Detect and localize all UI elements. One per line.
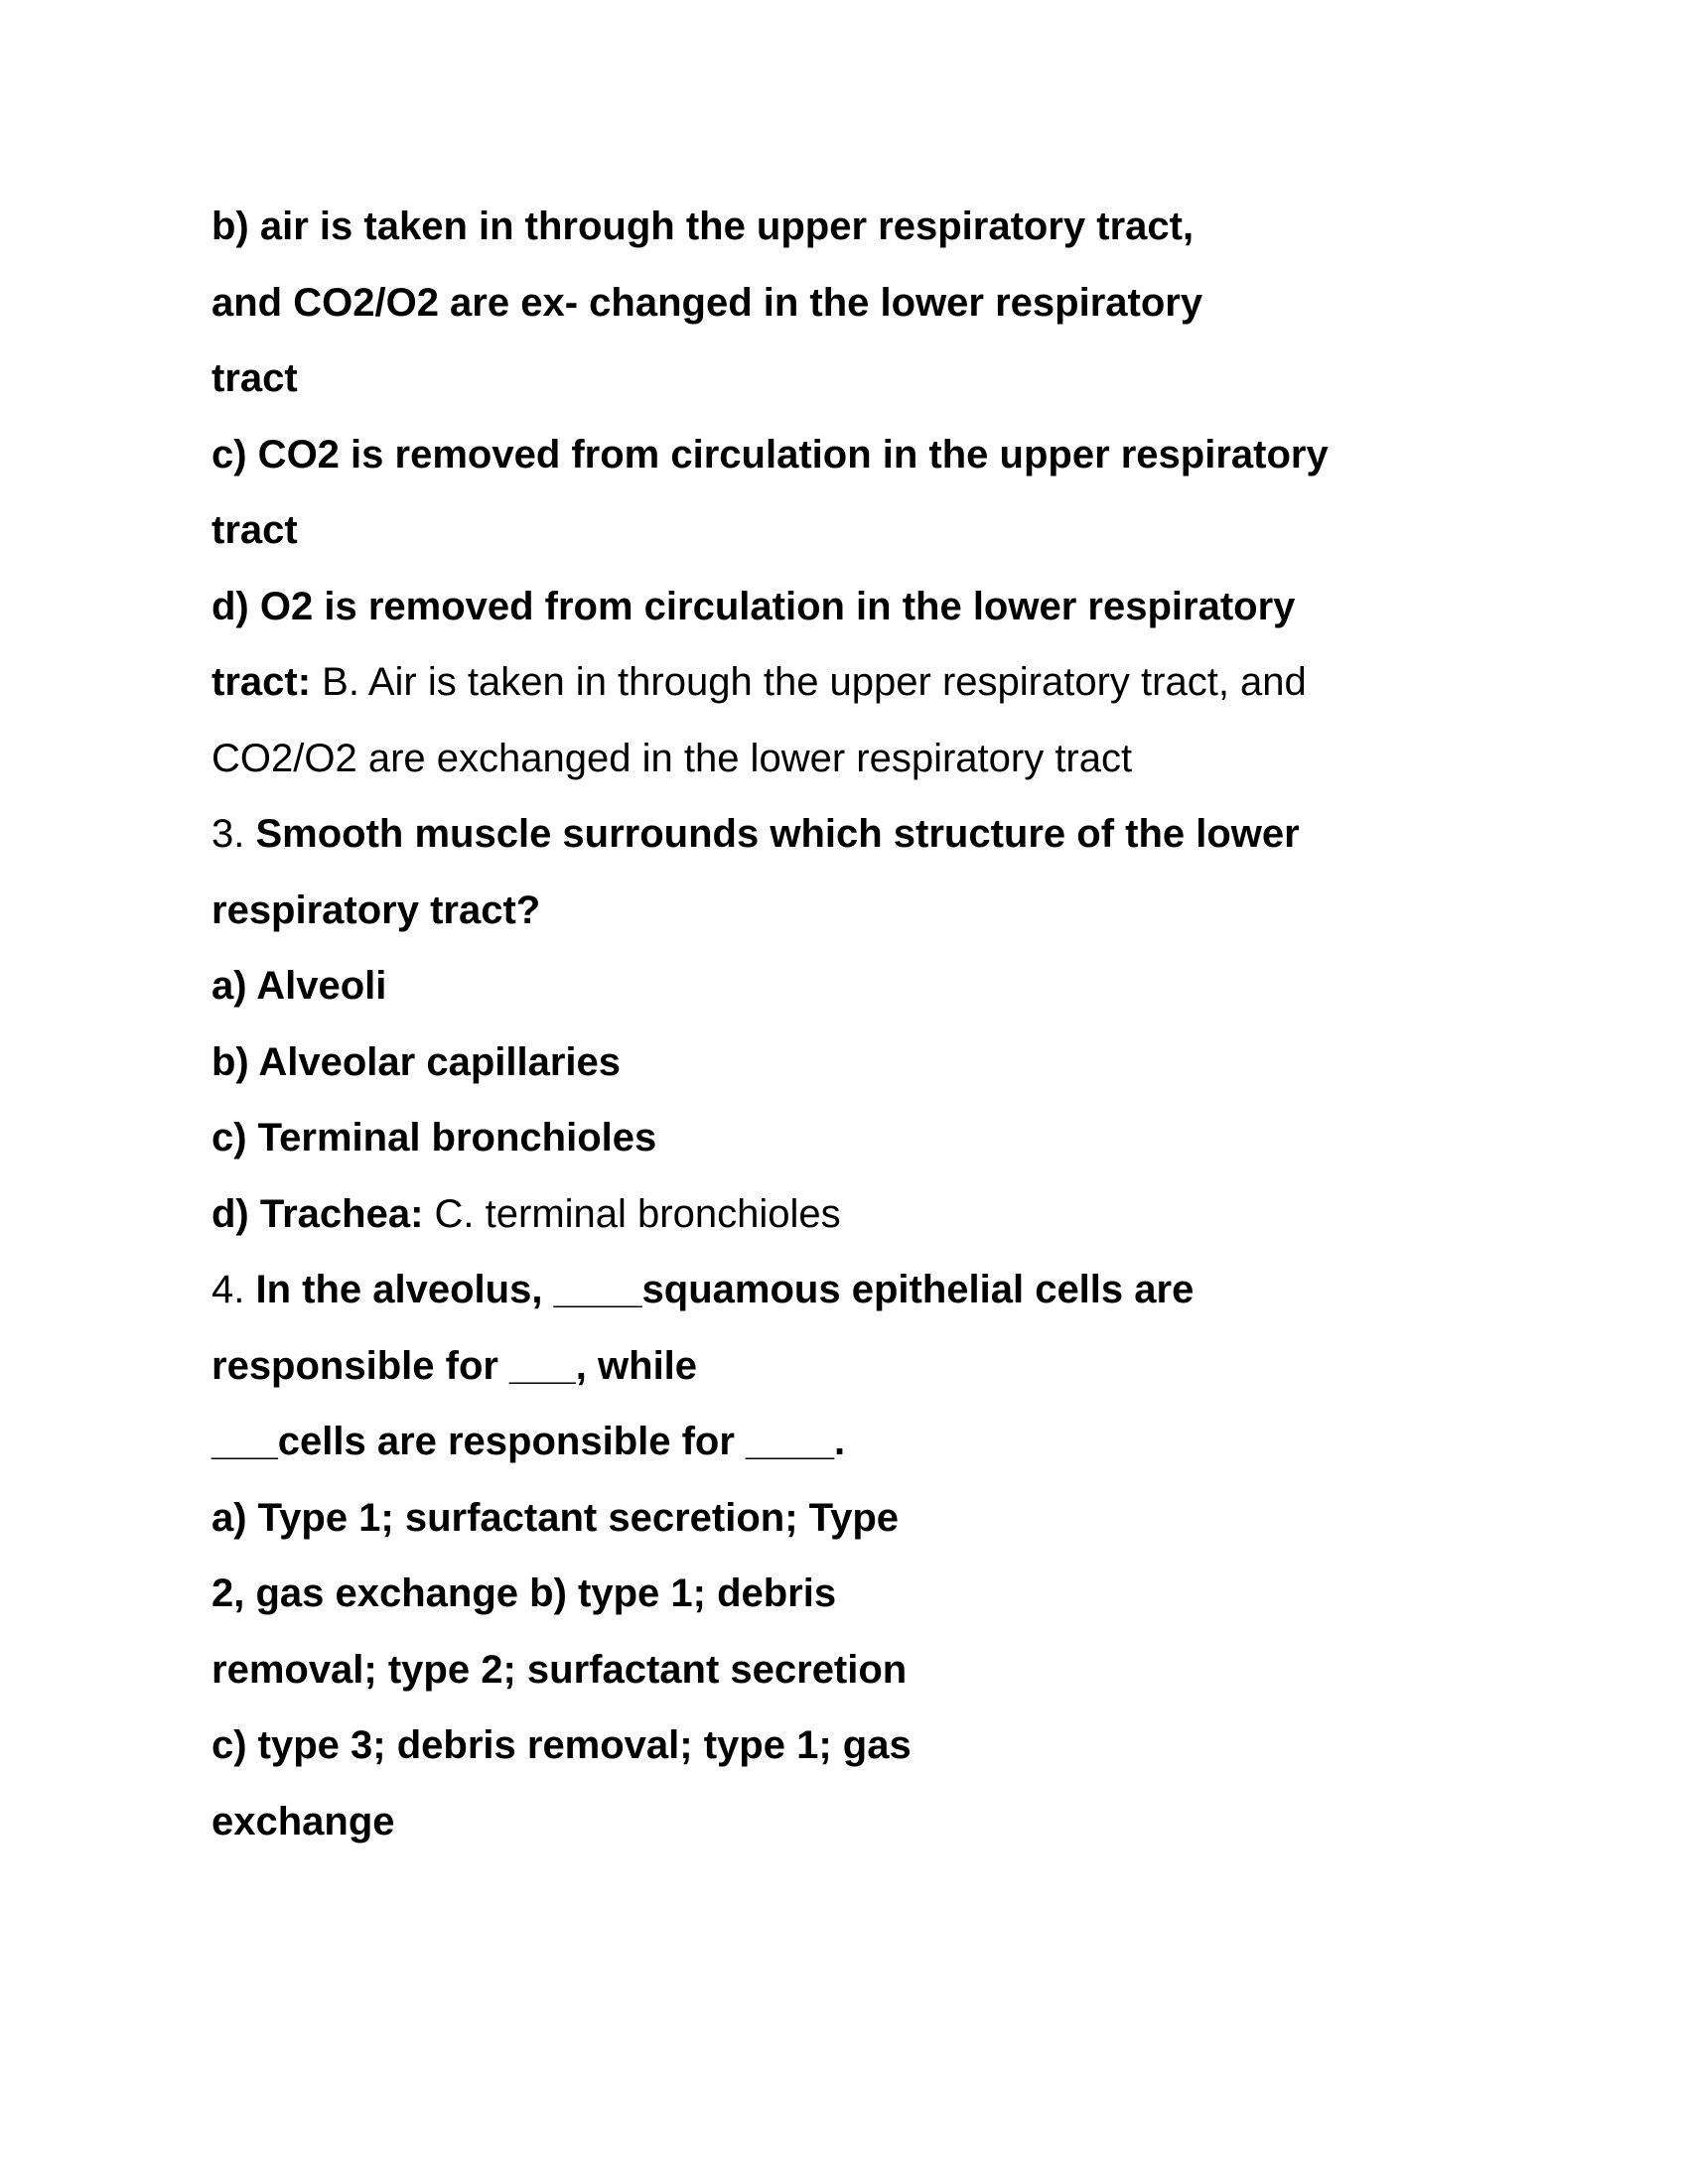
answer-line xyxy=(211,1176,1502,1253)
option-line xyxy=(211,1556,1502,1632)
text-line xyxy=(211,265,1502,341)
question-number: 4. xyxy=(211,1268,256,1311)
question-text: responsible for ___, while xyxy=(211,1343,698,1388)
bold-text: tract xyxy=(211,508,298,552)
text-line xyxy=(211,1328,1502,1405)
option-line xyxy=(211,1784,1502,1860)
question-text: respiratory tract? xyxy=(211,887,541,932)
option-line xyxy=(211,1100,1502,1176)
question-line xyxy=(211,796,1502,873)
question-text: ___cells are responsible for ____. xyxy=(211,1420,846,1463)
option-text: removal; type 2; surfactant secretion xyxy=(211,1647,908,1692)
option-text: c) Terminal bronchioles xyxy=(211,1116,657,1160)
bold-text: d) O2 is removed from circulation in the lower respiratory xyxy=(211,584,1296,628)
text-line xyxy=(211,492,1502,569)
question-text: Smooth muscle surrounds which structure of the lower xyxy=(255,812,1300,856)
option-text: a) Type 1; surfactant secretion; Type xyxy=(211,1495,900,1540)
answer-line xyxy=(211,644,1502,721)
option-text: d) Trachea: xyxy=(211,1191,424,1236)
text-line xyxy=(211,417,1502,493)
question-text: In the alveolus, ____squamous epithelial cells are xyxy=(255,1268,1195,1311)
question-number: 3. xyxy=(211,812,256,856)
option-line xyxy=(211,1632,1502,1708)
text-line xyxy=(211,189,1502,265)
option-text: exchange xyxy=(211,1799,395,1843)
bold-text: tract xyxy=(211,356,298,400)
text-line xyxy=(211,873,1502,949)
text-line xyxy=(211,569,1502,645)
bold-text: and CO2/O2 are ex- changed in the lower respiratory xyxy=(211,280,1203,325)
text-line xyxy=(211,341,1502,417)
bold-text: tract: xyxy=(211,660,312,704)
option-line xyxy=(211,1480,1502,1557)
bold-text: c) CO2 is removed from circulation in the upper respiratory xyxy=(211,432,1329,477)
option-text: a) Alveoli xyxy=(211,964,387,1008)
option-line xyxy=(211,1024,1502,1101)
option-text: 2, gas exchange b) type 1; debris xyxy=(211,1571,837,1615)
document-body xyxy=(211,189,1502,1859)
answer-text: C. terminal bronchioles xyxy=(423,1191,841,1236)
bold-text: b) air is taken in through the upper respiratory tract, xyxy=(211,205,1195,248)
answer-line xyxy=(211,721,1502,797)
text-line xyxy=(211,1404,1502,1480)
option-line xyxy=(211,1707,1502,1784)
answer-text: CO2/O2 are exchanged in the lower respiratory tract xyxy=(211,736,1133,780)
question-line xyxy=(211,1252,1502,1328)
option-text: b) Alveolar capillaries xyxy=(211,1039,622,1084)
option-text: c) type 3; debris removal; type 1; gas xyxy=(211,1723,912,1767)
answer-text: B. Air is taken in through the upper respiratory tract, and xyxy=(311,660,1307,704)
option-line xyxy=(211,948,1502,1024)
